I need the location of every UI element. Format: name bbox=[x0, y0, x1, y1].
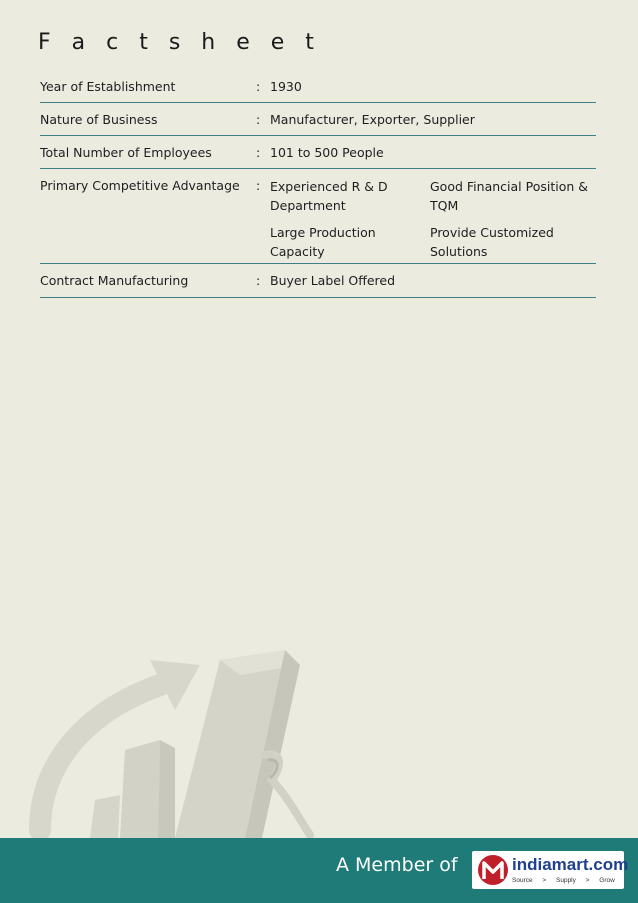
factsheet-table bbox=[40, 70, 596, 298]
row-value: 1930 bbox=[270, 79, 302, 94]
advantage-item: Large Production Capacity bbox=[270, 225, 376, 259]
factsheet-row bbox=[40, 169, 596, 264]
factsheet-row bbox=[40, 264, 596, 298]
row-colon: : bbox=[256, 178, 261, 193]
indiamart-m-icon bbox=[475, 852, 511, 888]
row-colon: : bbox=[256, 273, 261, 288]
factsheet-row bbox=[40, 70, 596, 103]
factsheet-row bbox=[40, 136, 596, 169]
advantage-item: Experienced R & D Department bbox=[270, 179, 388, 213]
advantage-grid bbox=[270, 177, 596, 263]
row-label: Total Number of Employees bbox=[40, 145, 212, 160]
row-colon: : bbox=[256, 112, 261, 127]
row-label: Nature of Business bbox=[40, 112, 158, 127]
advantage-item: Provide Customized Solutions bbox=[430, 225, 554, 259]
row-label: Year of Establishment bbox=[40, 79, 176, 94]
advantage-item: Good Financial Position & TQM bbox=[430, 179, 588, 213]
page-title: F a c t s h e e t bbox=[38, 30, 321, 55]
indiamart-logo[interactable] bbox=[472, 851, 629, 889]
row-colon: : bbox=[256, 79, 261, 94]
logo-tagline: Source > Supply > Grow bbox=[512, 877, 615, 884]
row-value: 101 to 500 People bbox=[270, 145, 384, 160]
factsheet-row bbox=[40, 103, 596, 136]
row-label: Primary Competitive Advantage bbox=[40, 178, 240, 193]
logo-wordmark: indiamart.com bbox=[512, 855, 629, 874]
row-value: Manufacturer, Exporter, Supplier bbox=[270, 112, 475, 127]
row-label: Contract Manufacturing bbox=[40, 273, 189, 288]
row-value: Buyer Label Offered bbox=[270, 273, 396, 288]
row-colon: : bbox=[256, 145, 261, 160]
growth-chart-illustration bbox=[0, 640, 360, 840]
member-text: A Member of bbox=[336, 854, 458, 876]
